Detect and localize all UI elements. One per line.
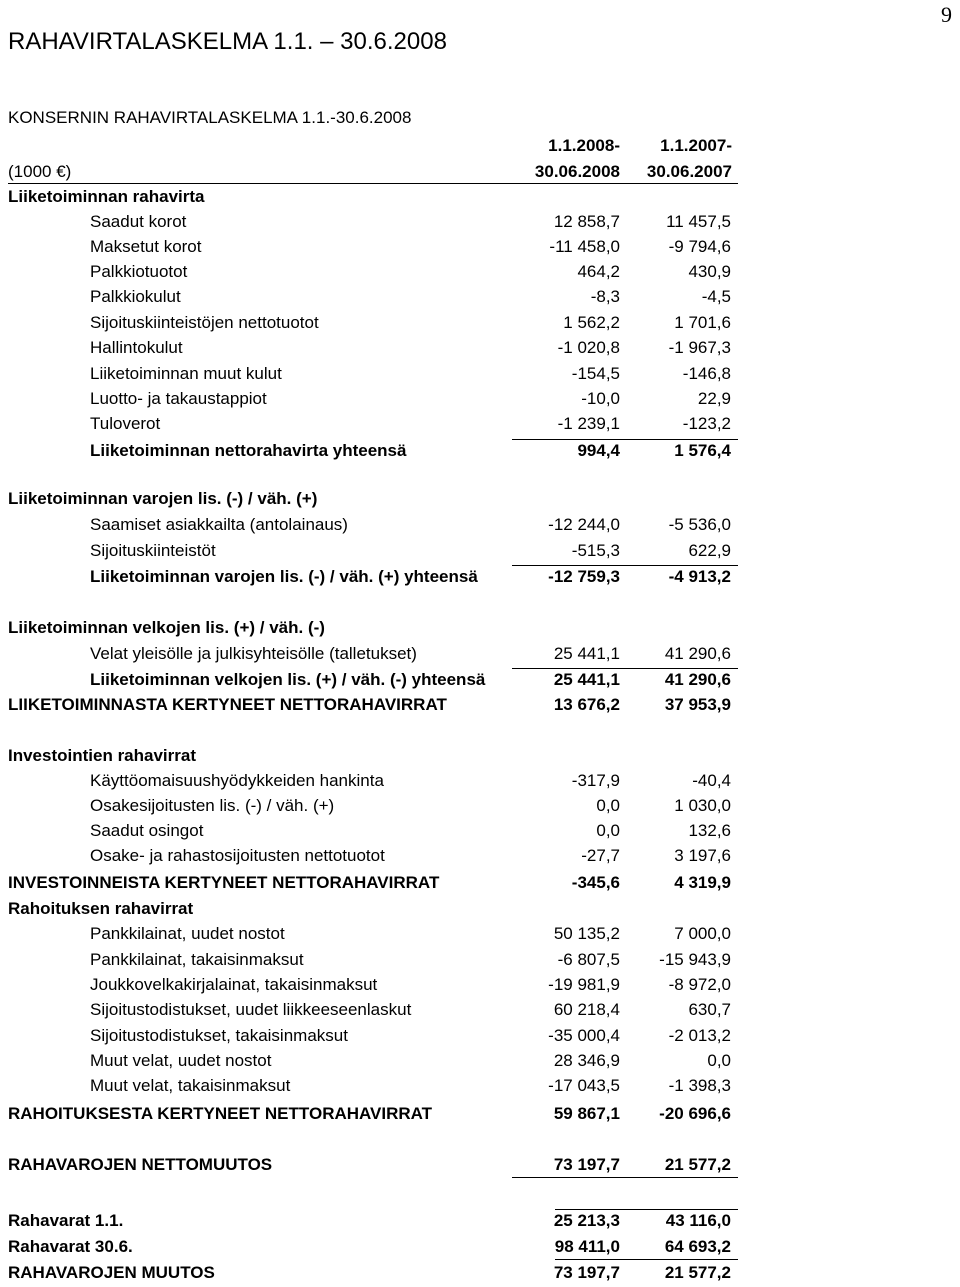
table-row [0, 924, 960, 948]
row-label: Joukkovelkakirjalainat, takaisinmaksut [90, 975, 378, 994]
row-label: Investointien rahavirrat [8, 746, 197, 765]
row-label: Muut velat, uudet nostot [90, 1051, 272, 1070]
value-2008: -10,0 [581, 389, 620, 408]
value-2008: -12 759,3 [548, 567, 620, 586]
row-label: Rahavarat 1.1. [8, 1211, 124, 1230]
table-row [0, 541, 960, 565]
value-2008: -515,3 [571, 541, 620, 560]
row-label: RAHAVAROJEN NETTOMUUTOS [8, 1155, 273, 1174]
table-row [0, 821, 960, 845]
value-2008: 60 218,4 [553, 1000, 620, 1019]
subtotal-rule [512, 668, 738, 669]
value-2007: 11 457,5 [666, 212, 731, 231]
row-label: Maksetut korot [90, 237, 202, 256]
value-2007: -9 794,6 [668, 237, 731, 256]
page-number: 9 [941, 2, 952, 27]
total-underline [555, 1259, 738, 1260]
table-row [0, 1051, 960, 1075]
table-row [0, 644, 960, 668]
row-label: Rahavarat 30.6. [8, 1237, 133, 1256]
table-row [0, 618, 960, 642]
value-2007: 1 701,6 [674, 313, 731, 332]
value-2007: 4 319,9 [674, 873, 731, 892]
value-2007: 1 576,4 [674, 441, 731, 460]
unit-label: (1000 €) [8, 162, 72, 181]
row-label: Saadut osingot [90, 821, 204, 840]
value-2007: -8 972,0 [668, 975, 731, 994]
value-2007: 21 577,2 [664, 1155, 731, 1174]
value-2008: -1 239,1 [557, 414, 620, 433]
value-2008: 25 441,1 [553, 670, 620, 689]
row-label: Sijoituskiinteistöt [90, 541, 216, 560]
value-2008: -154,5 [571, 364, 620, 383]
value-2007: -1 398,3 [668, 1076, 731, 1095]
value-2008: -1 020,8 [557, 338, 620, 357]
value-2007: 43 116,0 [665, 1211, 731, 1230]
value-2008: 73 197,7 [553, 1263, 620, 1282]
table-row [0, 567, 960, 591]
table-row [0, 975, 960, 999]
value-2007: 1 030,0 [674, 796, 731, 815]
value-2008: 994,4 [577, 441, 620, 460]
value-2008: -6 807,5 [557, 950, 620, 969]
value-2008: 73 197,7 [553, 1155, 620, 1174]
table-row [0, 695, 960, 719]
row-label: INVESTOINNEISTA KERTYNEET NETTORAHAVIRRAT [8, 873, 440, 892]
value-2007: -5 536,0 [668, 515, 731, 534]
value-2008: 50 135,2 [553, 924, 620, 943]
table-row [0, 796, 960, 820]
value-2007: -123,2 [682, 414, 731, 433]
row-label: Liiketoiminnan rahavirta [8, 187, 205, 206]
row-label: Luotto- ja takaustappiot [90, 389, 267, 408]
row-label: Palkkiotuotot [90, 262, 188, 281]
table-row [0, 389, 960, 413]
table-row [0, 1155, 960, 1179]
table-row [0, 771, 960, 795]
value-2008: 59 867,1 [553, 1104, 620, 1123]
subtotal-rule [512, 439, 738, 440]
table-row [0, 1104, 960, 1128]
row-label: Liiketoiminnan muut kulut [90, 364, 282, 383]
column-header-2007-line1: 1.1.2007- [660, 136, 732, 155]
table-row [0, 489, 960, 513]
row-label: Pankkilainat, takaisinmaksut [90, 950, 304, 969]
row-label: RAHAVAROJEN MUUTOS [8, 1263, 215, 1282]
value-2007: -40,4 [692, 771, 731, 790]
value-2007: -20 696,6 [659, 1104, 731, 1123]
value-2008: 28 346,9 [553, 1051, 620, 1070]
value-2007: 64 693,2 [664, 1237, 731, 1256]
row-label: Tuloverot [90, 414, 161, 433]
value-2008: 25 441,1 [553, 644, 620, 663]
value-2008: -19 981,9 [548, 975, 620, 994]
row-label: LIIKETOIMINNASTA KERTYNEET NETTORAHAVIRRAT [8, 695, 447, 714]
subtotal-rule [555, 1209, 738, 1210]
row-label: Hallintokulut [90, 338, 183, 357]
table-row [0, 1000, 960, 1024]
value-2007: 21 577,2 [664, 1263, 731, 1282]
table-row [0, 338, 960, 362]
row-label: Liiketoiminnan varojen lis. (-) / väh. (+) yhteensä [90, 567, 478, 586]
row-label: Sijoitustodistukset, uudet liikkeeseenlaskut [90, 1000, 412, 1019]
column-header-2007-line2: 30.06.2007 [646, 162, 732, 181]
table-row [0, 899, 960, 923]
value-2008: 1 562,2 [563, 313, 620, 332]
value-2007: -2 013,2 [668, 1026, 731, 1045]
table-row [0, 441, 960, 465]
row-label: Rahoituksen rahavirrat [8, 899, 194, 918]
subtotal-rule [512, 565, 738, 566]
value-2008: 12 858,7 [553, 212, 620, 231]
value-2008: 0,0 [596, 821, 620, 840]
value-2007: 630,7 [688, 1000, 731, 1019]
row-label: Liiketoiminnan varojen lis. (-) / väh. (+) [8, 489, 318, 508]
table-row [0, 1211, 960, 1235]
row-label: Sijoituskiinteistöjen nettotuotot [90, 313, 319, 332]
value-2007: 41 290,6 [664, 644, 731, 663]
table-row [0, 262, 960, 286]
table-row [0, 414, 960, 438]
page-title: RAHAVIRTALASKELMA 1.1. – 30.6.2008 [8, 28, 447, 55]
value-2007: 22,9 [697, 389, 731, 408]
value-2007: 41 290,6 [664, 670, 731, 689]
table-row [0, 515, 960, 539]
row-label: Saamiset asiakkailta (antolainaus) [90, 515, 348, 534]
table-row [0, 237, 960, 261]
value-2008: -345,6 [571, 873, 620, 892]
value-2007: 3 197,6 [674, 846, 731, 865]
table-row [0, 187, 960, 211]
value-2008: 13 676,2 [553, 695, 620, 714]
table-row [0, 746, 960, 770]
table-row [0, 1076, 960, 1100]
value-2007: -15 943,9 [659, 950, 731, 969]
row-label: Pankkilainat, uudet nostot [90, 924, 285, 943]
value-2007: 0,0 [707, 1051, 731, 1070]
value-2008: -17 043,5 [548, 1076, 620, 1095]
value-2008: -8,3 [590, 287, 620, 306]
value-2008: 464,2 [577, 262, 620, 281]
table-row [0, 1263, 960, 1287]
value-2007: 7 000,0 [674, 924, 731, 943]
table-row [0, 846, 960, 870]
value-2007: 430,9 [688, 262, 731, 281]
row-label: Osake- ja rahastosijoitusten nettotuotot [90, 846, 385, 865]
table-row [0, 873, 960, 897]
table-row [0, 212, 960, 236]
column-header-2008-line2: 30.06.2008 [534, 162, 620, 181]
value-2007: -1 967,3 [668, 338, 731, 357]
row-label: Saadut korot [90, 212, 187, 231]
table-row [0, 670, 960, 694]
table-row [0, 287, 960, 311]
value-2008: 25 213,3 [553, 1211, 620, 1230]
row-label: Liiketoiminnan velkojen lis. (+) / väh. (-) [8, 618, 325, 637]
row-label: Käyttöomaisuushyödykkeiden hankinta [90, 771, 384, 790]
value-2008: -12 244,0 [548, 515, 620, 534]
value-2007: -4 913,2 [668, 567, 731, 586]
table-row [0, 1026, 960, 1050]
row-label: Velat yleisölle ja julkisyhteisölle (talletukset) [90, 644, 417, 663]
total-underline [512, 1177, 738, 1178]
value-2007: 622,9 [688, 541, 731, 560]
row-label: Muut velat, takaisinmaksut [90, 1076, 291, 1095]
table-row [0, 364, 960, 388]
header-divider [8, 183, 738, 184]
table-title: KONSERNIN RAHAVIRTALASKELMA 1.1.-30.6.2008 [8, 108, 412, 127]
value-2007: 37 953,9 [664, 695, 731, 714]
value-2008: -11 458,0 [549, 237, 620, 256]
table-row [0, 313, 960, 337]
row-label: Osakesijoitusten lis. (-) / väh. (+) [90, 796, 335, 815]
row-label: RAHOITUKSESTA KERTYNEET NETTORAHAVIRRAT [8, 1104, 433, 1123]
value-2008: 98 411,0 [554, 1237, 620, 1256]
table-row [0, 1237, 960, 1261]
value-2008: -35 000,4 [548, 1026, 620, 1045]
value-2008: -317,9 [571, 771, 620, 790]
row-label: Liiketoiminnan velkojen lis. (+) / väh. (-) yhteensä [90, 670, 486, 689]
value-2008: 0,0 [596, 796, 620, 815]
value-2007: -4,5 [701, 287, 731, 306]
column-header-2008-line1: 1.1.2008- [548, 136, 620, 155]
row-label: Palkkiokulut [90, 287, 181, 306]
row-label: Liiketoiminnan nettorahavirta yhteensä [90, 441, 407, 460]
value-2007: -146,8 [682, 364, 731, 383]
row-label: Sijoitustodistukset, takaisinmaksut [90, 1026, 348, 1045]
value-2007: 132,6 [688, 821, 731, 840]
table-row [0, 950, 960, 974]
value-2008: -27,7 [581, 846, 620, 865]
